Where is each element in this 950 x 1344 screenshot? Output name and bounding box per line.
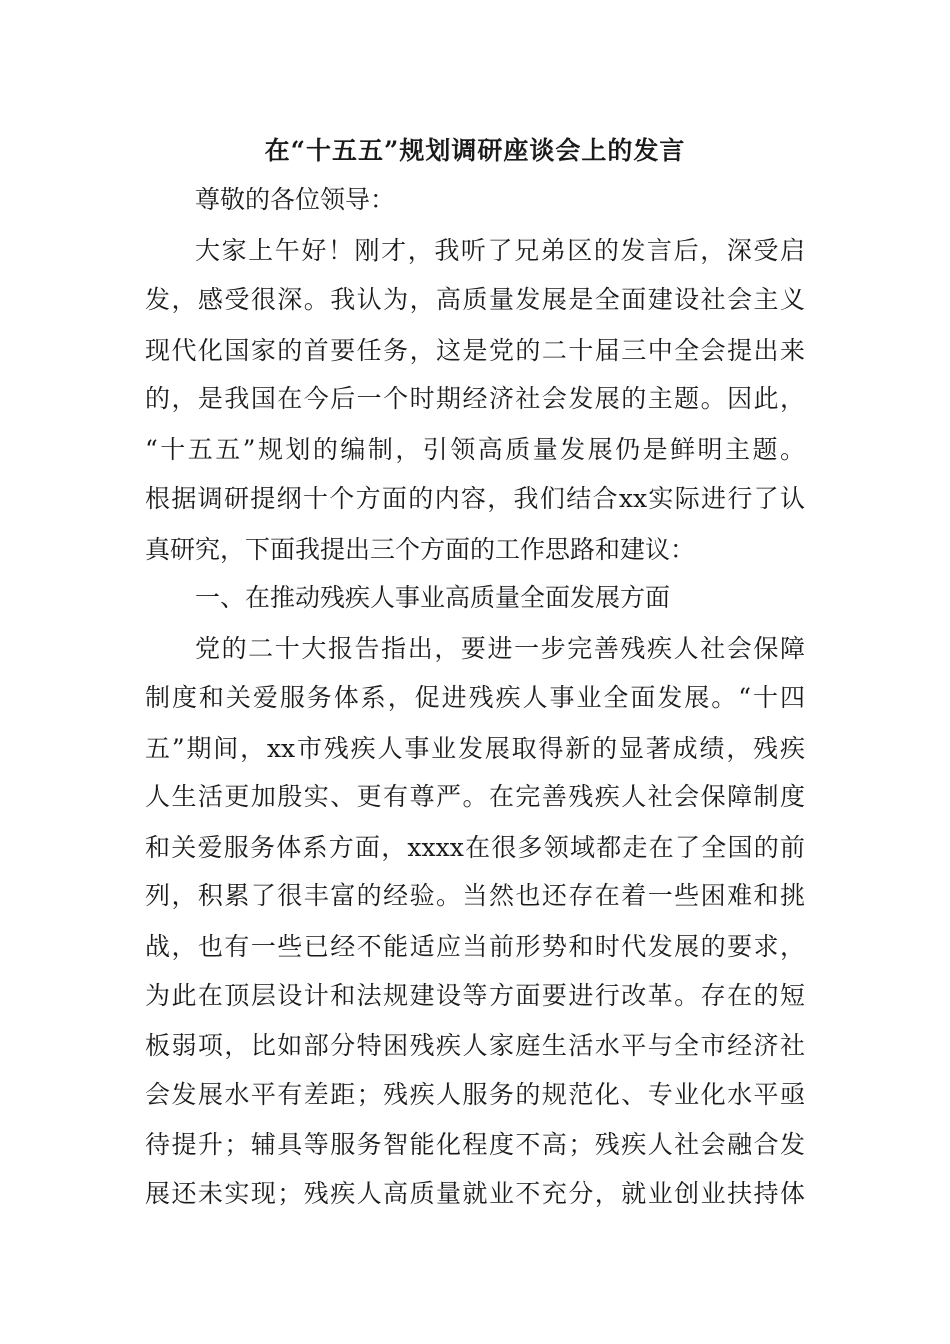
body-line: 党的二十大报告指出，要进一步完善残疾人社会保障	[195, 634, 805, 663]
body-line: 根据调研提纲十个方面的内容，我们结合xx实际进行了认	[145, 484, 805, 513]
body-line: 展还未实现；残疾人高质量就业不充分，就业创业扶持体	[145, 1179, 805, 1208]
body-line: 待提升；辅具等服务智能化程度不高；残疾人社会融合发	[145, 1130, 805, 1159]
body-line: 五”期间，xx市残疾人事业发展取得新的显著成绩，残疾	[145, 734, 805, 763]
body-line: “十五五”规划的编制，引领高质量发展仍是鲜明主题。	[145, 435, 805, 464]
body-line: 发，感受很深。我认为，高质量发展是全面建设社会主义	[145, 285, 805, 314]
body-line: 大家上午好！刚才，我听了兄弟区的发言后，深受启	[195, 236, 805, 265]
body-line: 列，积累了很丰富的经验。当然也还存在着一些困难和挑	[145, 881, 805, 910]
body-line: 和关爱服务体系方面，xxxx在很多领域都走在了全国的前	[145, 833, 805, 862]
body-line: 战，也有一些已经不能适应当前形势和时代发展的要求，	[145, 932, 805, 961]
body-line: 板弱项，比如部分特困残疾人家庭生活水平与全市经济社	[145, 1031, 805, 1060]
body-line: 的，是我国在今后一个时期经济社会发展的主题。因此，	[145, 384, 805, 413]
body-line: 会发展水平有差距；残疾人服务的规范化、专业化水平亟	[145, 1080, 805, 1109]
body-line: 现代化国家的首要任务，这是党的二十届三中全会提出来	[145, 336, 805, 365]
section-heading: 一、在推动残疾人事业高质量全面发展方面	[195, 583, 671, 612]
document-title: 在“十五五”规划调研座谈会上的发言	[264, 136, 686, 165]
body-line: 制度和关爱服务体系，促进残疾人事业全面发展。“十四	[145, 683, 805, 712]
salutation-line: 尊敬的各位领导：	[195, 185, 396, 214]
body-line: 人生活更加殷实、更有尊严。在完善残疾人社会保障制度	[145, 782, 805, 811]
body-line: 真研究，下面我提出三个方面的工作思路和建议：	[145, 535, 696, 564]
body-line: 为此在顶层设计和法规建设等方面要进行改革。存在的短	[145, 981, 805, 1010]
